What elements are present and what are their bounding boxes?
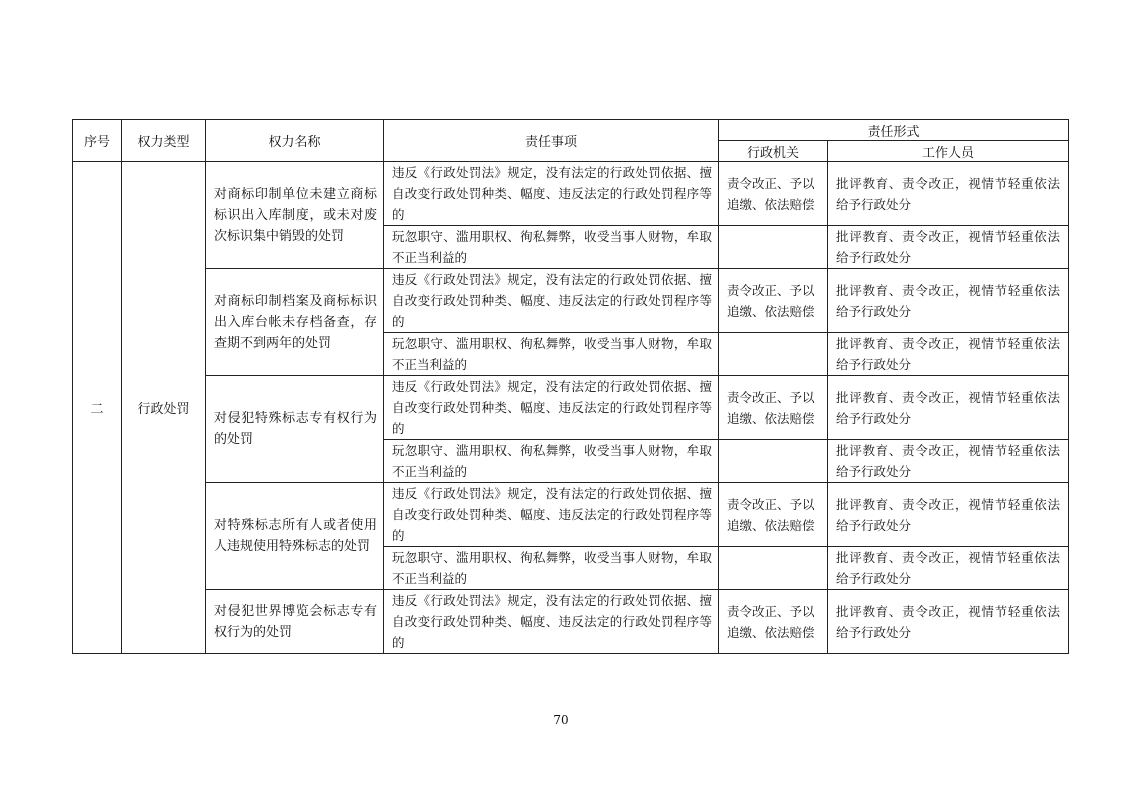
table-row: [73, 483, 1069, 547]
staff-cell: 批评教育、责令改正，视情节轻重依法给予行政处分: [828, 547, 1069, 590]
power-type-cell: 行政处罚: [122, 162, 206, 654]
header-admin-org: 行政机关: [719, 141, 828, 162]
admin-org-cell-empty: [719, 440, 828, 483]
table-row: [73, 590, 1069, 654]
staff-cell: 批评教育、责令改正，视情节轻重依法给予行政处分: [828, 333, 1069, 376]
header-power-type: 权力类型: [122, 120, 206, 162]
responsibility-item-cell: 玩忽职守、滥用职权、徇私舞弊，收受当事人财物，牟取不正当利益的: [384, 547, 719, 590]
admin-org-cell: 责令改正、予以追缴、依法赔偿: [719, 162, 828, 226]
page-number: 70: [553, 713, 569, 727]
responsibility-item-cell: 玩忽职守、滥用职权、徇私舞弊，收受当事人财物，牟取不正当利益的: [384, 226, 719, 269]
staff-cell: 批评教育、责令改正，视情节轻重依法给予行政处分: [828, 590, 1069, 654]
admin-org-cell-empty: [719, 547, 828, 590]
power-name-cell: 对侵犯特殊标志专有权行为的处罚: [206, 376, 384, 483]
staff-cell: 批评教育、责令改正，视情节轻重依法给予行政处分: [828, 376, 1069, 440]
admin-org-cell: 责令改正、予以追缴、依法赔偿: [719, 590, 828, 654]
responsibility-item-cell: 玩忽职守、滥用职权、徇私舞弊，收受当事人财物，牟取不正当利益的: [384, 333, 719, 376]
header-row-1: [73, 120, 1069, 141]
header-power-name: 权力名称: [206, 120, 384, 162]
responsibility-item-cell: 违反《行政处罚法》规定，没有法定的行政处罚依据、擅自改变行政处罚种类、幅度、违反法定的行政处罚程序等的: [384, 483, 719, 547]
admin-org-cell: 责令改正、予以追缴、依法赔偿: [719, 269, 828, 333]
responsibility-item-cell: 违反《行政处罚法》规定，没有法定的行政处罚依据、擅自改变行政处罚种类、幅度、违反法定的行政处罚程序等的: [384, 590, 719, 654]
responsibility-item-cell: 违反《行政处罚法》规定，没有法定的行政处罚依据、擅自改变行政处罚种类、幅度、违反法定的行政处罚程序等的: [384, 376, 719, 440]
header-responsibility-items: 责任事项: [384, 120, 719, 162]
responsibility-item-cell: 违反《行政处罚法》规定，没有法定的行政处罚依据、擅自改变行政处罚种类、幅度、违反法定的行政处罚程序等的: [384, 269, 719, 333]
staff-cell: 批评教育、责令改正，视情节轻重依法给予行政处分: [828, 162, 1069, 226]
responsibility-table: [72, 119, 1069, 654]
admin-org-cell: 责令改正、予以追缴、依法赔偿: [719, 376, 828, 440]
responsibility-item-cell: 违反《行政处罚法》规定，没有法定的行政处罚依据、擅自改变行政处罚种类、幅度、违反法定的行政处罚程序等的: [384, 162, 719, 226]
admin-org-cell-empty: [719, 333, 828, 376]
seq-cell: 二: [73, 162, 122, 654]
header-seq: 序号: [73, 120, 122, 162]
admin-org-cell-empty: [719, 226, 828, 269]
staff-cell: 批评教育、责令改正，视情节轻重依法给予行政处分: [828, 483, 1069, 547]
header-responsibility-form: 责任形式: [719, 120, 1069, 141]
staff-cell: 批评教育、责令改正，视情节轻重依法给予行政处分: [828, 226, 1069, 269]
power-name-cell: 对商标印制单位未建立商标标识出入库制度，或未对废次标识集中销毁的处罚: [206, 162, 384, 269]
staff-cell: 批评教育、责令改正，视情节轻重依法给予行政处分: [828, 269, 1069, 333]
power-name-cell: 对商标印制档案及商标标识出入库台帐未存档备查，存查期不到两年的处罚: [206, 269, 384, 376]
header-staff: 工作人员: [828, 141, 1069, 162]
power-name-cell: 对特殊标志所有人或者使用人违规使用特殊标志的处罚: [206, 483, 384, 590]
power-name-cell: 对侵犯世界博览会标志专有权行为的处罚: [206, 590, 384, 654]
table-row: [73, 376, 1069, 440]
admin-org-cell: 责令改正、予以追缴、依法赔偿: [719, 483, 828, 547]
table-row: [73, 162, 1069, 226]
staff-cell: 批评教育、责令改正，视情节轻重依法给予行政处分: [828, 440, 1069, 483]
table-row: [73, 269, 1069, 333]
responsibility-item-cell: 玩忽职守、滥用职权、徇私舞弊，收受当事人财物，牟取不正当利益的: [384, 440, 719, 483]
